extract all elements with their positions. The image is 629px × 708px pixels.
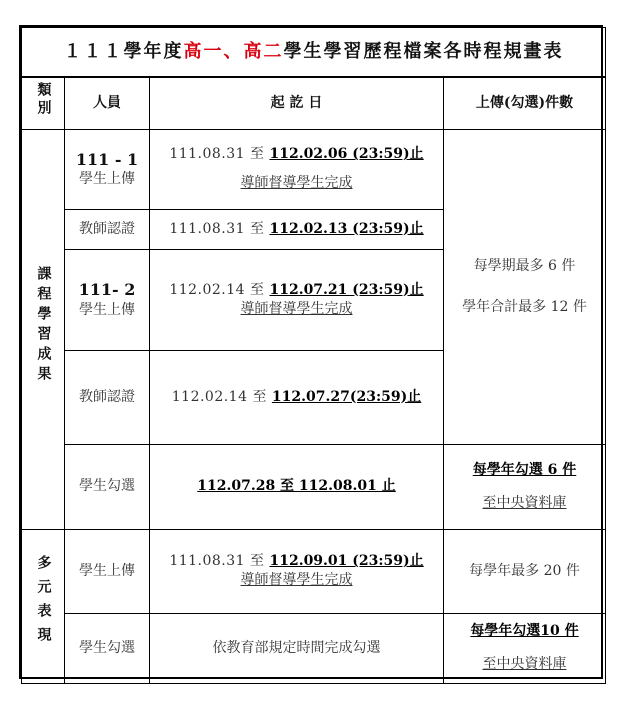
row4-start: 112.02.14 至 (171, 388, 272, 405)
header-category: 類別 (22, 77, 65, 129)
title-suffix: 學生學習歷程檔案各時程規畫表 (283, 40, 564, 62)
row6-note: 導師督導學生完成 (240, 572, 353, 588)
row1-end: 112.02.06 (23:59)止 (269, 146, 424, 163)
row7-role: 學生勾選 (65, 613, 150, 683)
row1-person (65, 129, 150, 209)
row4-end: 112.07.27(23:59)止 (271, 388, 422, 405)
row3-note: 導師督導學生完成 (240, 300, 353, 317)
header-person: 人員 (65, 77, 150, 129)
count-select (444, 444, 606, 529)
schedule-table (19, 25, 603, 679)
count-diverse-bold: 每學年勾選10 件 (470, 623, 579, 640)
row6-start: 111.08.31 至 (169, 553, 270, 570)
count-diverse (444, 613, 606, 683)
row6-end: 112.09.01 (23:59)止 (269, 553, 424, 570)
row6-role: 學生上傳 (65, 529, 150, 613)
category-diverse: 多元表現 (22, 529, 65, 683)
row5-range: 112.07.28 至 112.08.01 止 (197, 478, 396, 495)
row5-period (150, 444, 444, 529)
header-count: 上傳(勾選)件數 (444, 77, 606, 129)
row3-role: 學生上傳 (79, 301, 135, 318)
row5-role: 學生勾選 (65, 444, 150, 529)
count-course-line1: 每學期最多 6 件 (473, 257, 576, 274)
row1-role: 學生上傳 (79, 171, 135, 188)
row2-start: 111.08.31 至 (169, 220, 270, 237)
count-course (444, 129, 606, 444)
page-title (22, 28, 606, 78)
row3-term: 111- 2 (78, 280, 136, 300)
row7-text: 依教育部規定時間完成勾選 (150, 613, 444, 683)
row2-role: 教師認證 (65, 209, 150, 249)
row2-period (150, 209, 444, 249)
row1-term: 111 - 1 (75, 149, 139, 169)
row3-person (65, 249, 150, 350)
count-select-bold: 每學年勾選 6 件 (472, 461, 577, 478)
row3-end: 112.07.21 (23:59)止 (269, 281, 424, 298)
row3-period (150, 249, 444, 350)
title-prefix: １１１學年度 (63, 40, 184, 62)
header-period: 起 訖 日 (150, 77, 444, 129)
count-diverse-sub: 至中央資料庫 (482, 656, 567, 672)
row4-period (150, 350, 444, 444)
count-course-line2: 學年合計最多 12 件 (462, 298, 587, 315)
count-diverse-upload: 每學年最多 20 件 (444, 529, 606, 613)
row3-start: 112.02.14 至 (169, 281, 270, 298)
row1-note: 導師督導學生完成 (240, 175, 353, 191)
title-highlight: 高一、高二 (183, 40, 284, 62)
category-course: 課程學習成果 (22, 129, 65, 529)
row2-end: 112.02.13 (23:59)止 (269, 220, 424, 237)
row6-period (150, 529, 444, 613)
row1-start: 111.08.31 至 (169, 146, 270, 163)
row4-role: 教師認證 (65, 350, 150, 444)
count-select-sub: 至中央資料庫 (482, 494, 567, 511)
row1-period (150, 129, 444, 209)
